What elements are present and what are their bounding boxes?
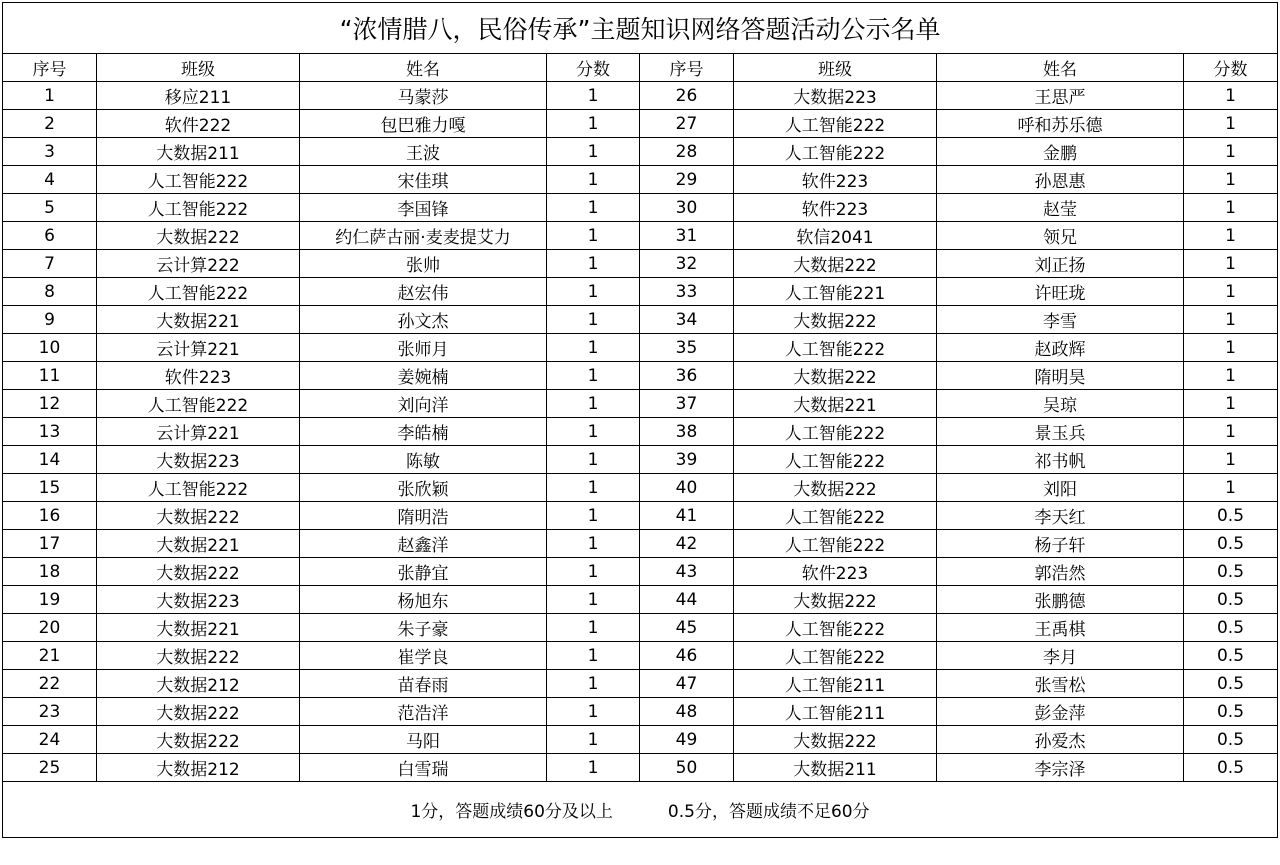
table-row: [3, 558, 1278, 586]
cell-score-2: 1: [1184, 474, 1278, 502]
table-title: “浓情腊八，民俗传承”主题知识网络答题活动公示名单: [3, 3, 1278, 54]
cell-score-2: 1: [1184, 390, 1278, 418]
cell-no: 24: [3, 726, 97, 754]
cell-class: 大数据222: [97, 698, 300, 726]
cell-name-2: 景玉兵: [937, 418, 1184, 446]
table-row: [3, 138, 1278, 166]
cell-no: 1: [3, 82, 97, 110]
cell-no: 2: [3, 110, 97, 138]
cell-no: 19: [3, 586, 97, 614]
cell-no: 21: [3, 642, 97, 670]
cell-class-2: 人工智能222: [734, 110, 937, 138]
cell-no: 13: [3, 418, 97, 446]
cell-score: 1: [547, 698, 640, 726]
cell-class: 人工智能222: [97, 194, 300, 222]
cell-class: 大数据222: [97, 222, 300, 250]
cell-class: 人工智能222: [97, 474, 300, 502]
cell-name: 陈敏: [300, 446, 547, 474]
cell-name-2: 孙爱杰: [937, 726, 1184, 754]
cell-score: 1: [547, 614, 640, 642]
cell-score-2: 1: [1184, 250, 1278, 278]
note-half-score: 0.5分，答题成绩不足60分: [667, 802, 870, 822]
cell-name-2: 杨子轩: [937, 530, 1184, 558]
cell-name: 张静宜: [300, 558, 547, 586]
cell-class: 大数据223: [97, 586, 300, 614]
cell-name: 朱子豪: [300, 614, 547, 642]
cell-score: 1: [547, 334, 640, 362]
cell-name-2: 隋明昊: [937, 362, 1184, 390]
cell-score-2: 0.5: [1184, 530, 1278, 558]
cell-name: 苗春雨: [300, 670, 547, 698]
cell-class: 大数据212: [97, 754, 300, 782]
cell-no-2: 48: [640, 698, 734, 726]
cell-no-2: 49: [640, 726, 734, 754]
table-row: [3, 642, 1278, 670]
table-row: [3, 698, 1278, 726]
cell-score-2: 0.5: [1184, 726, 1278, 754]
cell-no-2: 34: [640, 306, 734, 334]
cell-score-2: 0.5: [1184, 558, 1278, 586]
cell-no-2: 30: [640, 194, 734, 222]
cell-name-2: 李雪: [937, 306, 1184, 334]
cell-name-2: 李月: [937, 642, 1184, 670]
cell-name: 马蒙莎: [300, 82, 547, 110]
cell-score: 1: [547, 110, 640, 138]
cell-class-2: 大数据211: [734, 754, 937, 782]
cell-class: 云计算222: [97, 250, 300, 278]
cell-class-2: 软信2041: [734, 222, 937, 250]
cell-no-2: 46: [640, 642, 734, 670]
cell-class-2: 人工智能222: [734, 502, 937, 530]
table-row: [3, 530, 1278, 558]
cell-score: 1: [547, 530, 640, 558]
table-row: [3, 418, 1278, 446]
cell-class: 人工智能222: [97, 166, 300, 194]
cell-score-2: 1: [1184, 362, 1278, 390]
table-row: [3, 334, 1278, 362]
cell-class: 大数据222: [97, 558, 300, 586]
cell-no-2: 27: [640, 110, 734, 138]
cell-class: 人工智能222: [97, 390, 300, 418]
cell-name: 张帅: [300, 250, 547, 278]
cell-no-2: 41: [640, 502, 734, 530]
header-row: [3, 54, 1278, 82]
cell-name-2: 许旺珑: [937, 278, 1184, 306]
cell-no: 14: [3, 446, 97, 474]
cell-class: 人工智能222: [97, 278, 300, 306]
cell-no: 7: [3, 250, 97, 278]
cell-class-2: 软件223: [734, 558, 937, 586]
cell-class-2: 大数据221: [734, 390, 937, 418]
cell-no-2: 45: [640, 614, 734, 642]
cell-score: 1: [547, 306, 640, 334]
cell-name: 姜婉楠: [300, 362, 547, 390]
header-cell-name-2: 姓名: [937, 54, 1184, 82]
cell-name: 范浩洋: [300, 698, 547, 726]
cell-no-2: 35: [640, 334, 734, 362]
cell-class-2: 人工智能222: [734, 334, 937, 362]
cell-name-2: 李天红: [937, 502, 1184, 530]
cell-no-2: 43: [640, 558, 734, 586]
table-row: [3, 278, 1278, 306]
cell-no: 9: [3, 306, 97, 334]
roster-table: [2, 2, 1278, 838]
cell-score: 1: [547, 166, 640, 194]
table-row: [3, 446, 1278, 474]
cell-no: 15: [3, 474, 97, 502]
cell-name-2: 王思严: [937, 82, 1184, 110]
cell-score: 1: [547, 586, 640, 614]
table-row: [3, 222, 1278, 250]
cell-score-2: 0.5: [1184, 642, 1278, 670]
cell-score-2: 0.5: [1184, 698, 1278, 726]
cell-no-2: 37: [640, 390, 734, 418]
cell-score: 1: [547, 250, 640, 278]
cell-class: 大数据221: [97, 530, 300, 558]
table-row: [3, 166, 1278, 194]
cell-name-2: 领兄: [937, 222, 1184, 250]
cell-score: 1: [547, 362, 640, 390]
cell-class-2: 大数据222: [734, 362, 937, 390]
cell-score-2: 0.5: [1184, 754, 1278, 782]
cell-no-2: 28: [640, 138, 734, 166]
table-row: [3, 474, 1278, 502]
table-row: [3, 390, 1278, 418]
cell-no-2: 31: [640, 222, 734, 250]
table-row: [3, 502, 1278, 530]
cell-class-2: 大数据222: [734, 474, 937, 502]
cell-score: 1: [547, 502, 640, 530]
cell-score: 1: [547, 446, 640, 474]
cell-no-2: 44: [640, 586, 734, 614]
cell-score: 1: [547, 278, 640, 306]
table-row: [3, 82, 1278, 110]
cell-class-2: 大数据222: [734, 586, 937, 614]
cell-no-2: 33: [640, 278, 734, 306]
cell-name: 包巴雅力嘎: [300, 110, 547, 138]
cell-score-2: 0.5: [1184, 586, 1278, 614]
cell-class: 大数据221: [97, 614, 300, 642]
cell-score: 1: [547, 642, 640, 670]
cell-score-2: 1: [1184, 194, 1278, 222]
cell-name: 白雪瑞: [300, 754, 547, 782]
header-cell-class-2: 班级: [734, 54, 937, 82]
cell-score-2: 1: [1184, 82, 1278, 110]
cell-no-2: 47: [640, 670, 734, 698]
header-cell-no: 序号: [3, 54, 97, 82]
cell-name: 隋明浩: [300, 502, 547, 530]
cell-no: 18: [3, 558, 97, 586]
cell-name: 李皓楠: [300, 418, 547, 446]
cell-name-2: 王禹棋: [937, 614, 1184, 642]
cell-class-2: 软件223: [734, 194, 937, 222]
cell-name-2: 赵莹: [937, 194, 1184, 222]
cell-no-2: 38: [640, 418, 734, 446]
cell-class-2: 人工智能222: [734, 418, 937, 446]
cell-class-2: 大数据222: [734, 250, 937, 278]
footer-note: [3, 782, 1278, 838]
cell-class-2: 人工智能222: [734, 530, 937, 558]
cell-name-2: 金鹏: [937, 138, 1184, 166]
cell-score: 1: [547, 418, 640, 446]
cell-score: 1: [547, 82, 640, 110]
cell-name-2: 呼和苏乐德: [937, 110, 1184, 138]
cell-class: 大数据211: [97, 138, 300, 166]
cell-score: 1: [547, 558, 640, 586]
cell-name-2: 吴琼: [937, 390, 1184, 418]
cell-score-2: 1: [1184, 110, 1278, 138]
cell-no-2: 39: [640, 446, 734, 474]
cell-score-2: 0.5: [1184, 502, 1278, 530]
cell-name: 张欣颖: [300, 474, 547, 502]
cell-no: 4: [3, 166, 97, 194]
cell-class-2: 人工智能211: [734, 698, 937, 726]
cell-class: 云计算221: [97, 418, 300, 446]
cell-no: 11: [3, 362, 97, 390]
cell-score: 1: [547, 194, 640, 222]
cell-no: 3: [3, 138, 97, 166]
cell-name-2: 刘阳: [937, 474, 1184, 502]
cell-score-2: 0.5: [1184, 670, 1278, 698]
cell-class-2: 软件223: [734, 166, 937, 194]
cell-class-2: 人工智能211: [734, 670, 937, 698]
cell-score-2: 1: [1184, 446, 1278, 474]
cell-no: 20: [3, 614, 97, 642]
cell-name-2: 张鹏德: [937, 586, 1184, 614]
table-row: [3, 726, 1278, 754]
cell-no: 23: [3, 698, 97, 726]
cell-score-2: 1: [1184, 166, 1278, 194]
cell-score-2: 1: [1184, 418, 1278, 446]
table-row: [3, 110, 1278, 138]
cell-no: 6: [3, 222, 97, 250]
cell-name: 王波: [300, 138, 547, 166]
cell-no-2: 32: [640, 250, 734, 278]
cell-score: 1: [547, 474, 640, 502]
cell-score-2: 1: [1184, 334, 1278, 362]
cell-class-2: 大数据222: [734, 726, 937, 754]
cell-no-2: 42: [640, 530, 734, 558]
cell-no-2: 40: [640, 474, 734, 502]
header-cell-score-2: 分数: [1184, 54, 1278, 82]
cell-no: 12: [3, 390, 97, 418]
header-cell-no-2: 序号: [640, 54, 734, 82]
cell-name: 崔学良: [300, 642, 547, 670]
cell-name: 孙文杰: [300, 306, 547, 334]
cell-class-2: 人工智能222: [734, 642, 937, 670]
cell-name-2: 彭金萍: [937, 698, 1184, 726]
table-row: [3, 754, 1278, 782]
header-cell-score: 分数: [547, 54, 640, 82]
cell-score-2: 1: [1184, 138, 1278, 166]
cell-no: 8: [3, 278, 97, 306]
cell-class: 大数据222: [97, 642, 300, 670]
cell-name: 赵鑫洋: [300, 530, 547, 558]
table-row: [3, 194, 1278, 222]
cell-name-2: 赵政辉: [937, 334, 1184, 362]
cell-no-2: 29: [640, 166, 734, 194]
cell-class: 大数据222: [97, 502, 300, 530]
cell-class: 软件223: [97, 362, 300, 390]
cell-name-2: 祁书帆: [937, 446, 1184, 474]
cell-name: 约仁萨古丽·麦麦提艾力: [300, 222, 547, 250]
cell-class-2: 人工智能222: [734, 446, 937, 474]
cell-name: 杨旭东: [300, 586, 547, 614]
cell-no: 10: [3, 334, 97, 362]
cell-name: 刘向洋: [300, 390, 547, 418]
footer-row: [3, 782, 1278, 838]
cell-class-2: 人工智能221: [734, 278, 937, 306]
cell-score: 1: [547, 754, 640, 782]
table-row: [3, 586, 1278, 614]
cell-score-2: 1: [1184, 306, 1278, 334]
cell-score-2: 1: [1184, 222, 1278, 250]
cell-no: 16: [3, 502, 97, 530]
cell-score: 1: [547, 222, 640, 250]
cell-name-2: 孙恩惠: [937, 166, 1184, 194]
cell-name-2: 李宗泽: [937, 754, 1184, 782]
cell-no: 25: [3, 754, 97, 782]
cell-class-2: 人工智能222: [734, 614, 937, 642]
table-row: [3, 670, 1278, 698]
cell-class-2: 大数据223: [734, 82, 937, 110]
cell-no: 17: [3, 530, 97, 558]
cell-no: 5: [3, 194, 97, 222]
cell-score: 1: [547, 390, 640, 418]
cell-class: 移应211: [97, 82, 300, 110]
cell-name-2: 张雪松: [937, 670, 1184, 698]
cell-name-2: 刘正扬: [937, 250, 1184, 278]
cell-no-2: 26: [640, 82, 734, 110]
cell-class-2: 大数据222: [734, 306, 937, 334]
cell-score-2: 0.5: [1184, 614, 1278, 642]
cell-score: 1: [547, 670, 640, 698]
cell-class: 大数据212: [97, 670, 300, 698]
cell-name: 宋佳琪: [300, 166, 547, 194]
cell-name-2: 郭浩然: [937, 558, 1184, 586]
cell-name: 李国锋: [300, 194, 547, 222]
note-full-score: 1分，答题成绩60分及以上: [410, 802, 613, 822]
cell-no: 22: [3, 670, 97, 698]
cell-name: 马阳: [300, 726, 547, 754]
cell-score: 1: [547, 138, 640, 166]
cell-no-2: 50: [640, 754, 734, 782]
cell-score-2: 1: [1184, 278, 1278, 306]
cell-class: 大数据222: [97, 726, 300, 754]
cell-class: 软件222: [97, 110, 300, 138]
cell-name: 张师月: [300, 334, 547, 362]
cell-class: 大数据221: [97, 306, 300, 334]
header-cell-class: 班级: [97, 54, 300, 82]
cell-name: 赵宏伟: [300, 278, 547, 306]
cell-class: 大数据223: [97, 446, 300, 474]
table-row: [3, 306, 1278, 334]
table-row: [3, 250, 1278, 278]
table-row: [3, 362, 1278, 390]
cell-class-2: 人工智能222: [734, 138, 937, 166]
cell-class: 云计算221: [97, 334, 300, 362]
table-row: [3, 614, 1278, 642]
cell-no-2: 36: [640, 362, 734, 390]
cell-score: 1: [547, 726, 640, 754]
header-cell-name: 姓名: [300, 54, 547, 82]
